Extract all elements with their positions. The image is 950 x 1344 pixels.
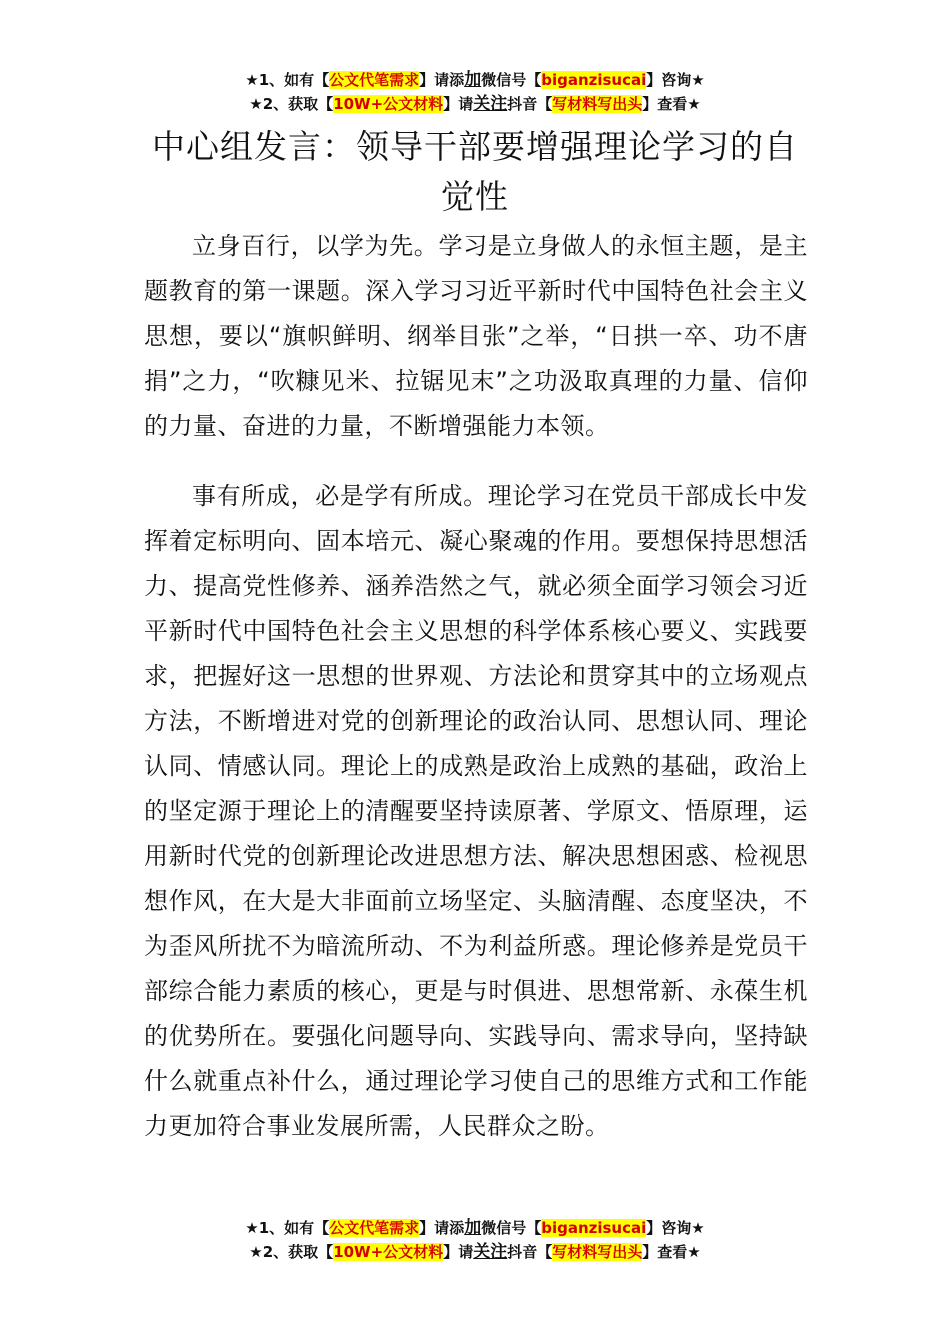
promo-line-2 bbox=[0, 92, 950, 116]
promo-text: 】请添 bbox=[419, 1219, 465, 1237]
promo-highlight: 10W+公文材料 bbox=[333, 1243, 444, 1261]
promo-emphasis: 加 bbox=[464, 70, 482, 90]
promo-text: 微信号【 bbox=[481, 1219, 542, 1237]
promo-emphasis: 关注 bbox=[473, 94, 508, 114]
promo-text: 】查看★ bbox=[642, 1243, 701, 1261]
promo-text: 】请添 bbox=[419, 71, 465, 89]
promo-line-1 bbox=[0, 68, 950, 92]
document-title: 中心组发言：领导干部要增强理论学习的自觉性 bbox=[152, 127, 798, 216]
promo-text: 】请 bbox=[443, 95, 474, 113]
promo-wechat-id: biganzisucai bbox=[541, 1219, 647, 1237]
promo-highlight: 10W+公文材料 bbox=[333, 95, 444, 113]
promo-wechat-id: biganzisucai bbox=[541, 71, 647, 89]
top-promo-banner bbox=[0, 68, 950, 116]
promo-douyin-account: 写材料写出头 bbox=[552, 95, 643, 113]
paragraph: 立身百行，以学为先。学习是立身做人的永恒主题，是主题教育的第一课题。深入学习习近平新时代中国特色社会主义思想，要以“旗帜鲜明、纲举目张”之举，“日拱一卒、功不唐捐”之力，“吹糠见米、拉锯见末”之功汲取真理的力量、信仰的力量、奋进的力量，不断增强能力本领。 bbox=[144, 232, 808, 440]
paragraph: 事有所成，必是学有所成。理论学习在党员干部成长中发挥着定标明向、固本培元、凝心聚魂的作用。要想保持思想活力、提高党性修养、涵养浩然之气，就必须全面学习领会习近平新时代中国特色社会主义思想的科学体系核心要义、实践要求，把握好这一思想的世界观、方法论和贯穿其中的立场观点方法，不断增进对党的创新理论的政治认同、思想认同、理论认同、情感认同。理论上的成熟是政治上成熟的基础，政治上的坚定源于理论上的清醒要坚持读原著、学原文、悟原理，运用新时代党的创新理论改进思想方法、解决思想困惑、检视思想作风，在大是大非面前立场坚定、头脑清醒、态度坚决，不为歪风所扰不为暗流所动、不为利益所惑。理论修养是党员干部综合能力素质的核心，更是与时俱进、思想常新、永葆生机的优势所在。要强化问题导向、实践导向、需求导向，坚持缺什么就重点补什么，通过理论学习使自己的思维方式和工作能力更加符合事业发展所需，人民群众之盼。 bbox=[144, 482, 808, 1140]
bottom-promo-banner bbox=[0, 1216, 950, 1264]
promo-text: 微信号【 bbox=[481, 71, 542, 89]
promo-text: 抖音【 bbox=[507, 1243, 553, 1261]
promo-text: 】查看★ bbox=[642, 95, 701, 113]
promo-text: 】咨询★ bbox=[646, 1219, 705, 1237]
promo-text: 】咨询★ bbox=[646, 71, 705, 89]
promo-highlight: 公文代笔需求 bbox=[329, 71, 420, 89]
promo-text: ★2、获取【 bbox=[249, 95, 334, 113]
promo-text: ★2、获取【 bbox=[249, 1243, 334, 1261]
promo-text: 抖音【 bbox=[507, 95, 553, 113]
promo-line-1 bbox=[0, 1216, 950, 1240]
promo-emphasis: 关注 bbox=[473, 1242, 508, 1262]
promo-douyin-account: 写材料写出头 bbox=[552, 1243, 643, 1261]
document-body bbox=[144, 224, 808, 1149]
promo-text: ★1、如有【 bbox=[245, 71, 330, 89]
promo-emphasis: 加 bbox=[464, 1218, 482, 1238]
promo-text: ★1、如有【 bbox=[245, 1219, 330, 1237]
promo-highlight: 公文代笔需求 bbox=[329, 1219, 420, 1237]
promo-line-2 bbox=[0, 1240, 950, 1264]
promo-text: 】请 bbox=[443, 1243, 474, 1261]
